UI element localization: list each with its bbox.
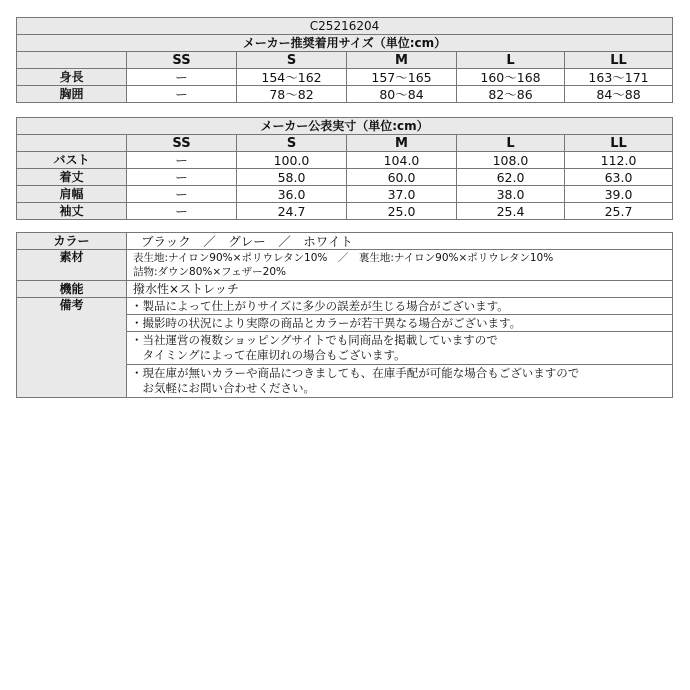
corner-cell — [17, 52, 127, 69]
cell-value: 62.0 — [457, 169, 565, 186]
cell-value: 63.0 — [565, 169, 673, 186]
size-header: LL — [565, 135, 673, 152]
function-value: 撥水性×ストレッチ — [127, 281, 673, 298]
cell-value: 25.4 — [457, 203, 565, 220]
cell-value: ー — [127, 186, 237, 203]
product-code: C25216204 — [17, 18, 673, 35]
material-line: 表生地:ナイロン90%×ポリウレタン10% ／ 裏生地:ナイロン90%×ポリウレタン10% — [133, 252, 554, 264]
notes-label: 備考 — [17, 298, 127, 398]
note-item — [127, 365, 673, 398]
note-line: ・当社運営の複数ショッピングサイトでも同商品を掲載していますので — [131, 333, 498, 347]
corner-cell — [17, 135, 127, 152]
note-item — [127, 332, 673, 365]
cell-value: 24.7 — [237, 203, 347, 220]
cell-value: 78〜82 — [237, 86, 347, 103]
size-header: S — [237, 135, 347, 152]
material-value — [127, 250, 673, 281]
measurement-title: メーカー公表実寸（単位:cm） — [17, 118, 673, 135]
cell-value: ー — [127, 86, 237, 103]
function-label: 機能 — [17, 281, 127, 298]
size-header: L — [457, 135, 565, 152]
size-header: SS — [127, 52, 237, 69]
material-line: 詰物:ダウン80%×フェザー20% — [133, 266, 286, 278]
table-row — [17, 86, 673, 103]
table-row — [17, 203, 673, 220]
material-label: 素材 — [17, 250, 127, 281]
color-value: ブラック ／ グレー ／ ホワイト — [127, 233, 673, 250]
row-label: 肩幅 — [17, 186, 127, 203]
row-label: 着丈 — [17, 169, 127, 186]
note-line: タイミングによって在庫切れの場合もございます。 — [131, 348, 406, 362]
note-item: ・製品によって仕上がりサイズに多少の誤差が生じる場合がございます。 — [127, 298, 673, 315]
cell-value: 37.0 — [347, 186, 457, 203]
table-row — [17, 152, 673, 169]
cell-value: 108.0 — [457, 152, 565, 169]
measurement-table — [16, 117, 673, 220]
size-header: M — [347, 52, 457, 69]
size-header: M — [347, 135, 457, 152]
cell-value: ー — [127, 203, 237, 220]
size-header: LL — [565, 52, 673, 69]
color-label: カラー — [17, 233, 127, 250]
cell-value: 154〜162 — [237, 69, 347, 86]
cell-value: 25.0 — [347, 203, 457, 220]
cell-value: 82〜86 — [457, 86, 565, 103]
cell-value: 163〜171 — [565, 69, 673, 86]
cell-value: 160〜168 — [457, 69, 565, 86]
table-row — [17, 298, 673, 315]
cell-value: 84〜88 — [565, 86, 673, 103]
recommended-size-table — [16, 17, 673, 103]
row-label: バスト — [17, 152, 127, 169]
cell-value: 36.0 — [237, 186, 347, 203]
cell-value: 38.0 — [457, 186, 565, 203]
cell-value: ー — [127, 69, 237, 86]
size-header: S — [237, 52, 347, 69]
table-row — [17, 69, 673, 86]
size-header: L — [457, 52, 565, 69]
table-row — [17, 233, 673, 250]
table-row — [17, 169, 673, 186]
note-item: ・撮影時の状況により実際の商品とカラーが若干異なる場合がございます。 — [127, 315, 673, 332]
note-line: お気軽にお問い合わせください。 — [131, 381, 315, 395]
recommended-title: メーカー推奨着用サイズ（単位:cm） — [17, 35, 673, 52]
cell-value: 157〜165 — [347, 69, 457, 86]
row-label: 身長 — [17, 69, 127, 86]
cell-value: 100.0 — [237, 152, 347, 169]
cell-value: 58.0 — [237, 169, 347, 186]
row-label: 胸囲 — [17, 86, 127, 103]
note-line: ・現在庫が無いカラーや商品につきましても、在庫手配が可能な場合もございますので — [131, 366, 580, 380]
table-row — [17, 281, 673, 298]
table-row — [17, 250, 673, 281]
cell-value: 25.7 — [565, 203, 673, 220]
row-label: 袖丈 — [17, 203, 127, 220]
product-details-table — [16, 232, 673, 398]
cell-value: ー — [127, 169, 237, 186]
cell-value: 104.0 — [347, 152, 457, 169]
table-row — [17, 186, 673, 203]
cell-value: 39.0 — [565, 186, 673, 203]
cell-value: 60.0 — [347, 169, 457, 186]
cell-value: ー — [127, 152, 237, 169]
size-header: SS — [127, 135, 237, 152]
cell-value: 80〜84 — [347, 86, 457, 103]
cell-value: 112.0 — [565, 152, 673, 169]
